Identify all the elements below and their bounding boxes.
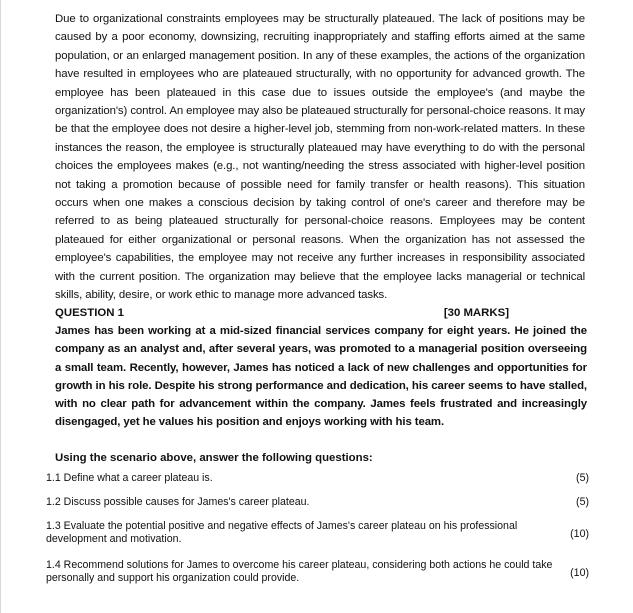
question-1-4: 1.4 Recommend solutions for James to overcome his career plateau, considering both actions he could take personally and support his organization could provide. [46,559,553,584]
instruction-text: Using the scenario above, answer the following questions: [55,452,373,464]
question-1-3-marks: (10) [570,528,589,540]
question-1-1: 1.1 Define what a career plateau is. [46,472,213,484]
question-1-4-marks: (10) [570,567,589,579]
question-total-marks: [30 MARKS] [443,307,509,319]
question-1-1-marks: (5) [576,472,589,484]
intro-paragraph: Due to organizational constraints employees may be structurally plateaued. The lack of positions may be caused by a poor economy, downsizing, recruiting inappropriately and staffing efforts aimed at the same population, or an enlarged management position. In any of these examples, the actions of the organization have resulted in employees who are plateaued structurally, with no opportunity for advanced growth. The employee has been plateaued in this case due to issues outside the employee's (and maybe the organization's) control. An employee may also be plateaued structurally for personal-choice reasons. It may be that the employee does not desire a higher-level job, stemming from non-work-related matters. In these instances the reason, the employee is structurally plateaued may have everything to do with the personal choices the employees makes (e.g., not wanting/needing the stress associated with higher-level position not taking a promotion because of possible need for family transfer or health reasons). This situation occurs when one makes a conscious decision by taking control of one's career and therefore may be referred to as being plateaued structurally for personal-choice reasons. Employees may be content plateaued for either organizational or personal reasons. When the organization has not assessed the employee's capabilities, the employee may not receive any further increases in responsibility associated with the current position. The organization may believe that the employee lacks managerial or technical skills, ability, desire, or work ethic to manage more advanced tasks. [55,13,585,302]
question-title: QUESTION 1 [55,307,124,319]
scenario-paragraph: James has been working at a mid-sized financial services company for eight years. He joined the company as an analyst and, after several years, was promoted to a managerial position overseeing a small team. Recently, however, James has noticed a lack of new challenges and opportunities for growth in his role. Despite his strong performance and dedication, his career seems to have stalled, with no clear path for advancement within the company. James feels frustrated and increasingly disengaged, yet he values his position and enjoys working with his team. [55,325,587,429]
question-header [55,306,509,320]
question-1-3: 1.3 Evaluate the potential positive and negative effects of James's career plateau on his professional development and motivation. [46,520,518,545]
question-1-2-marks: (5) [576,496,589,508]
question-1-2: 1.2 Discuss possible causes for James's career plateau. [46,496,310,508]
